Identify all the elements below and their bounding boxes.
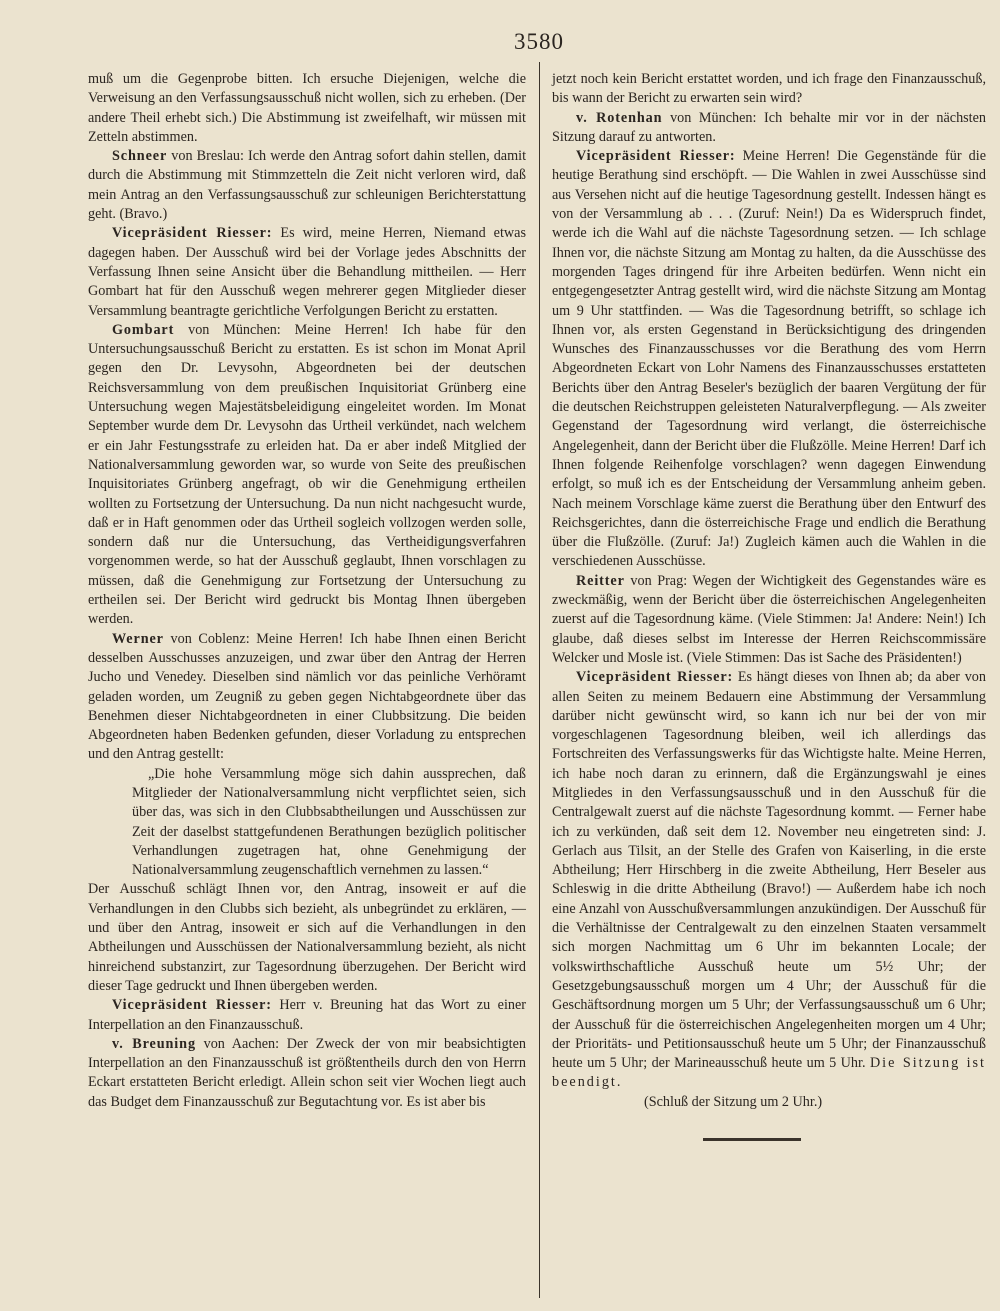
quote-text: „Die hohe Versammlung möge sich dahin aussprechen, daß Mitglieder der Nationalversammlung nicht verpflichtet seien, sich über das, was sich in den Clubbsabtheilungen und Ausschüssen zur Zeit der daselbst stattgefundenen Berathungen bezüglich politischer Verhandlungen zugetragen hat, ohne Genehmigung der Nationalversammlung zeugenschaftlich vernehmen zu lassen.“ [132,765,526,879]
paragraph-text: Meine Herren! Ich habe Ihnen einen Bericht desselben Ausschusses anzuzeigen, und zwar über den Antrag der Herren Jucho und Venedey. Dieselben sind nämlich vor das peinliche Verhöramt geladen worden, um Zeugniß zu geben gegen Nichtabgeordnete über das Benehmen dieser Nichtabgeordneten in einer Clubbsitzung. Die beiden Abgeordneten haben Bedenken gefunden, dieser Vorladung zu entsprechen und den Antrag gestellt: [88,630,526,763]
speaker-origin: von Aachen: [203,1035,280,1052]
speaker-name: Vicepräsident Riesser: [112,225,273,242]
column-divider [539,62,540,1298]
paragraph-text: Herr v. Breuning hat das Wort zu einer Interpellation an den Finanzausschuß. [88,997,527,1033]
paragraph [88,321,526,630]
speaker-origin: von Breslau: [171,148,244,165]
speaker-origin: von Coblenz: [170,630,250,647]
paragraph-text: Es hängt dieses von Ihnen ab; da aber von allen Seiten zu meinem Bedauern eine Abstimmung der Versammlung darüber nicht gewünscht wird, so kann ich nur bei der von mir vorgeschlagenen Tagesordnung bleiben, weil ich allerdings das Fortschreiten des Verfassungswerks für das Wichtigste halte. Meine Herren, ich habe noch daran zu erinnern, daß die Ergänzungswahl je eines Mitgliedes in den Verfassungsausschuß und in den Ausschuß für die Centralgewalt zuerst auf die nächste Tagesordnung kommt. — Ferner habe ich zu verkünden, daß seit dem 12. November neu eingetreten sind: J. Gerlach aus Tilsit, an der Stelle des Grafen von Kaiserling, in die erste Abtheilung; Herr Hirschberg in die zweite Abtheilung, Herr Beseler aus Schleswig in die dritte Abtheilung (Bravo!) — Außerdem habe ich noch eine Anzahl von Ausschußversammlungen anzukündigen. Der Ausschuß für die Verhältnisse der Centralgewalt zu den einzelnen Staaten versammelt sich morgen Nachmittag um 6 Uhr im bekannten Locale; der volkswirthschaftliche Ausschuß heute um 5½ Uhr; der Gesetzgebungsausschuß morgen um 4 Uhr; der Ausschuß für die Geschäftsordnung morgen um 5 Uhr; der Verfassungsausschuß um 6 Uhr; der Ausschuß für die österreichischen Angelegenheiten morgen um 4 Uhr; der Prioritäts- und Petitionsausschuß heute um 5 Uhr; der Finanzausschuß heute um 5 Uhr; der Marineausschuß heute um 5 Uhr. [552,669,986,1072]
paragraph-text: muß um die Gegenprobe bitten. Ich ersuche Diejenigen, welche die Verweisung an den Verfassungsausschuß nicht wollen, sich zu erheben. (Der andere Theil erhebt sich.) Die Abstimmung ist zweifelhaft, wir müssen mit Zetteln abstimmen. [88,71,526,145]
speaker-name: Werner [112,630,164,647]
speaker-name: Vicepräsident Riesser: [576,148,736,165]
speaker-name: Schneer [112,148,168,165]
paragraph-text: Meine Herren! Die Gegenstände für die heutige Berathung sind erschöpft. — Die Wahlen in zwei Ausschüsse sind aus Versehen nicht auf die heutige Tagesordnung gestellt. Indessen hängt es von der Versammlung ab . . . (Zuruf: Nein!) Da es Widerspruch findet, werde ich die Wahl auf die nächste Tagesordnung setzen. — Ich schlage Ihnen vor, die nächste Sitzung am Montag zu halten, da die Ausschüsse des morgenden Tages dringend für ihre Arbeiten bedürfen. Wenn nicht ein entgegengesetzter Antrag gestellt wird, wird die nächste Sitzung am Montag um 9 Uhr stattfinden. — Was die Tagesordnung betrifft, so schlage ich Ihnen vor, als ersten Gegenstand in Berücksichtigung des dringenden Wunsches des Finanzausschusses vor die Berathung des vom Herrn Abgeordneten Eckart von Lohr Namens des Finanzausschusses erstatteten Berichts über den Antrag Beseler's bezüglich der baaren Vergütung der für die deutschen Reichstruppen geleisteten Naturalverpflegung. — Als zweiter Gegenstand der Tagesordnung wird verlangt, die österreichische Angelegenheit, dann der Bericht über die Flußzölle. Meine Herren! Darf ich Ihnen folgende Reihenfolge vorschlagen? wenn dagegen Einwendung erfolgt, so muß ich es der Entscheidung der Versammlung anheim geben. Nach meinem Vorschlage käme zuerst die Berathung über den Entwurf des Reichsgerichtes, dann die österreichische Frage und endlich die Berathung über die Flußzölle. (Zuruf: Ja!) Zugleich kämen auch die Wahlen in die verschiedenen Ausschüsse. [552,148,987,570]
speaker-origin: von München: [670,109,757,126]
paragraph [552,668,986,1093]
session-close-note [552,1093,986,1112]
speaker-name: Gombart [112,321,175,338]
session-ended-text: Die Sitzung ist beendigt. [552,1055,986,1091]
paragraph-text: Wegen der Wichtigkeit des Gegenstandes wäre es zweckmäßig, wenn der Bericht über die österreichischen Angelegenheiten zuerst auf die Tagesordnung käme. (Viele Stimmen: Ja! Andere: Nein!) Ich glaube, daß dieses selbst im Interesse der Herren Reichscommissäre Welcker und Mosle ist. (Viele Stimmen: Das ist Sache des Präsidenten!) [552,572,987,666]
quote-block [88,765,526,881]
paragraph [552,572,986,668]
paragraph-text: Meine Herren! Ich habe für den Untersuchungsausschuß Bericht zu erstatten. Es ist schon im Monat April gegen den Dr. Levysohn, Abgeordneten bei der deutschen Reichsversammlung von dem preußischen Inquisitoriat Grünberg eine Untersuchung wegen Majestätsbeleidigung eingeleitet worden. Im Monat September wurde dem Dr. Levysohn das Urtheil verkündet, nach welchem er ein Jahr Festungsstrafe zu erleiden hat. Da er aber indeß Mitglied der Nationalversammlung geworden war, so wurde von Seite des preußischen Inquisitoriates Grünberg angefragt, ob wir die Genehmigung ertheilen wollten zu Fortsetzung der Untersuchung. Da nun nicht nachgesucht wurde, daß er in Haft genommen oder das Urtheil sogleich vollzogen werden solle, sondern daß nur die Untersuchung, das Vertheidigungsverfahren vorgenommen werde, so hat der Ausschuß geglaubt, Ihnen vorschlagen zu müssen, daß die Genehmigung zur Fortsetzung der Untersuchung zu ertheilen sei. Der Bericht wird gedruckt bis Montag Ihnen übergeben werden. [88,321,527,628]
speaker-origin: von München: [188,321,281,338]
right-column [552,70,986,1141]
paragraph [88,996,526,1035]
paragraph-text: Der Ausschuß schlägt Ihnen vor, den Antrag, insoweit er auf die Verhandlungen in den Clubbs sich bezieht, als unbegründet zu erklären, — und über den Antrag, insoweit er sich auf die Verhandlungen in den Abtheilungen und Ausschüssen der Nationalversammlung bezieht, als nicht hinreichend substanzirt, zur Tagesordnung überzugehen. Der Bericht wird dieser Tage gedruckt und Ihnen übergeben werden. [88,881,526,994]
speaker-origin: von Prag: [630,572,688,589]
paragraph-text: Ich werde den Antrag sofort dahin stellen, damit durch die Abstimmung mit Stimmzetteln die Zeit nicht verloren wird, daß mein Antrag an den Verfassungsausschuß zur schleunigen Berichterstattung geht. (Bravo.) [88,148,527,223]
paragraph-text: Der Zweck der von mir beabsichtigten Interpellation an den Finanzausschuß ist größtentheils durch den von Herrn Eckart erstatteten Bericht erledigt. Allein schon seit vier Wochen liegt auch das Budget dem Finanzausschuß zur Begutachtung vor. Es ist aber bis [88,1035,526,1110]
speaker-name: v. Rotenhan [576,109,663,126]
paragraph-text: jetzt noch kein Bericht erstattet worden, und ich frage den Finanzausschuß, bis wann der Bericht zu erwarten sein wird? [552,71,986,107]
paragraph [88,1035,526,1112]
paragraph [88,630,526,765]
paragraph-text: (Schluß der Sitzung um 2 Uhr.) [644,1093,823,1110]
paragraph-text: Es wird, meine Herren, Niemand etwas dagegen haben. Der Ausschuß wird bei der Vorlage jedes Abschnitts der Verfassung Ihnen seine Ansicht über die Behandlung mittheilen. — Herr Gombart hat für den Ausschuß wegen mehrerer gegen Mitglieder dieser Versammlung beantragte gerichtliche Verfolgungen Bericht zu erstatten. [88,225,526,319]
page-number: 3580 [514,29,564,54]
speaker-name: Vicepräsident Riesser: [576,669,734,686]
speaker-name: v. Breuning [112,1035,196,1052]
paragraph [552,70,986,109]
speaker-name: Vicepräsident Riesser: [112,997,272,1014]
left-column [88,70,526,1112]
paragraph [552,147,986,572]
paragraph-text: Ich behalte mir vor in der nächsten Sitzung darauf zu antworten. [552,109,987,145]
paragraph [88,70,526,147]
end-rule [703,1138,801,1141]
paragraph [88,147,526,224]
paragraph [552,109,986,148]
speaker-name: Reitter [576,572,625,589]
paragraph [88,224,526,320]
paragraph [88,880,526,996]
